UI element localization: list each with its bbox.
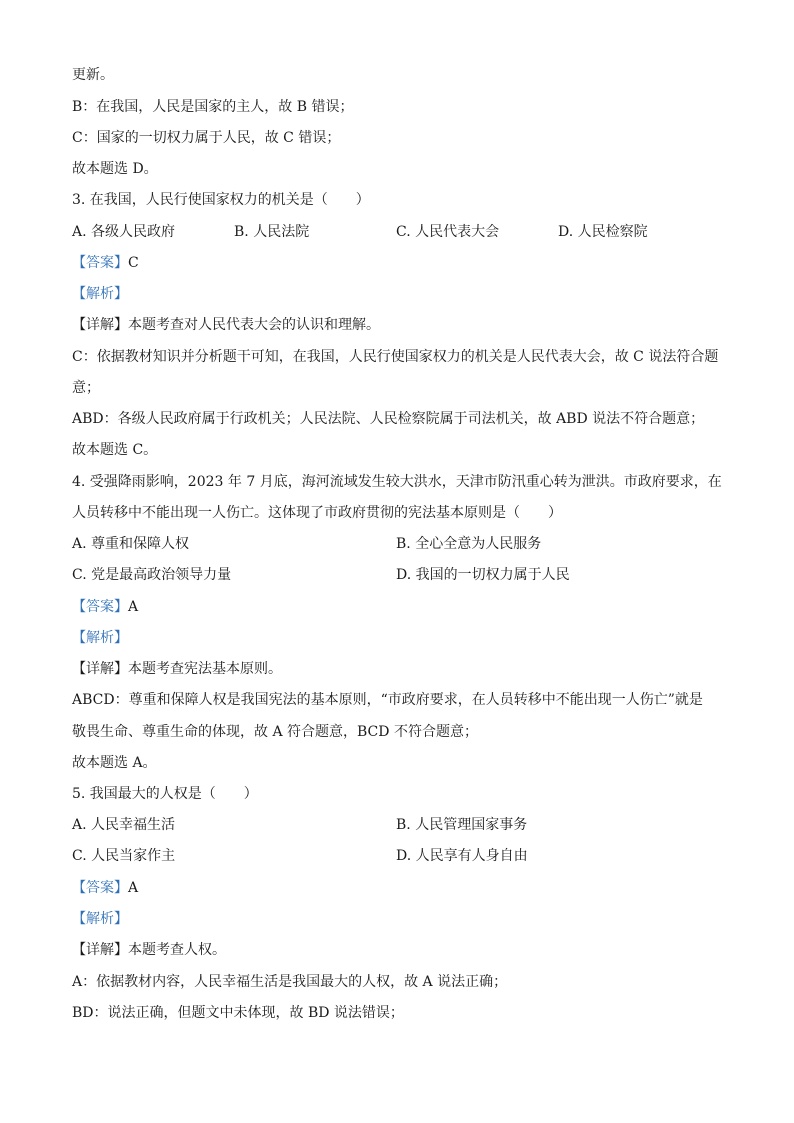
analysis-tag: 【解析】 [72, 911, 128, 927]
text-line: ABCD：尊重和保障人权是我国宪法的基本原则，“市政府要求，在人员转移中不能出现一人伤亡”就是 [72, 692, 703, 708]
detail-text: 本题考查人权。 [128, 942, 226, 958]
detail-tag: 【详解】 [72, 317, 128, 333]
analysis-tag: 【解析】 [72, 286, 128, 302]
text-line: ABD：各级人民政府属于行政机关；人民法院、人民检察院属于司法机关，故 ABD 说法不符合题意； [72, 411, 705, 427]
answer-tag: 【答案】 [72, 599, 128, 615]
text-line: C：依据教材知识并分析题干可知，在我国，人民行使国家权力的机关是人民代表大会，故 C 说法符合题 [72, 349, 719, 365]
question-3: 3. 在我国，人民行使国家权力的机关是（ ） [72, 192, 370, 208]
text-line: 故本题选 D。 [72, 161, 158, 177]
detail-line [72, 940, 226, 960]
answer-tag: 【答案】 [72, 255, 128, 271]
text-line: 更新。 [72, 67, 114, 83]
option-d: D. 人民享有人身自由 [396, 848, 528, 864]
option-a: A. 人民幸福生活 [72, 817, 176, 833]
detail-line [72, 315, 380, 335]
option-c: C. 人民代表大会 [396, 224, 500, 240]
analysis-tag: 【解析】 [72, 630, 128, 646]
answer-line [72, 253, 139, 273]
answer-line [72, 878, 138, 898]
question-5: 5. 我国最大的人权是（ ） [72, 786, 258, 802]
text-line: 意； [72, 380, 100, 396]
answer-line [72, 597, 138, 617]
text-line: 故本题选 A。 [72, 755, 157, 771]
option-a: A. 尊重和保障人权 [72, 536, 190, 552]
text-line: 敬畏生命、尊重生命的体现，故 A 符合题意，BCD 不符合题意； [72, 724, 478, 740]
option-b: B. 人民管理国家事务 [396, 817, 528, 833]
text-line: C：国家的一切权力属于人民，故 C 错误； [72, 130, 341, 146]
detail-text: 本题考查对人民代表大会的认识和理解。 [128, 317, 380, 333]
option-b: B. 全心全意为人民服务 [396, 536, 542, 552]
detail-tag: 【详解】 [72, 942, 128, 958]
detail-tag: 【详解】 [72, 661, 128, 677]
question-4: 4. 受强降雨影响，2023 年 7 月底，海河流域发生较大洪水，天津市防汛重心转为泄洪。市政府要求，在 [72, 474, 722, 490]
option-c: C. 党是最高政治领导力量 [72, 567, 232, 583]
text-line: 故本题选 C。 [72, 442, 158, 458]
answer-value: A [128, 880, 139, 896]
option-c: C. 人民当家作主 [72, 848, 176, 864]
text-line: B：在我国，人民是国家的主人，故 B 错误； [72, 99, 354, 115]
text-line: BD：说法正确，但题文中未体现，故 BD 说法错误； [72, 1005, 404, 1021]
answer-value: C [128, 255, 139, 271]
option-d: D. 我国的一切权力属于人民 [396, 567, 570, 583]
detail-text: 本题考查宪法基本原则。 [128, 661, 282, 677]
detail-line [72, 659, 282, 679]
question-4-cont: 人员转移中不能出现一人伤亡。这体现了市政府贯彻的宪法基本原则是（ ） [72, 505, 562, 521]
option-b: B. 人民法院 [234, 224, 310, 240]
answer-tag: 【答案】 [72, 880, 128, 896]
text-line: A：依据教材内容，人民幸福生活是我国最大的人权，故 A 说法正确； [72, 974, 508, 990]
option-a: A. 各级人民政府 [72, 224, 176, 240]
answer-value: A [128, 599, 139, 615]
option-d: D. 人民检察院 [558, 224, 648, 240]
